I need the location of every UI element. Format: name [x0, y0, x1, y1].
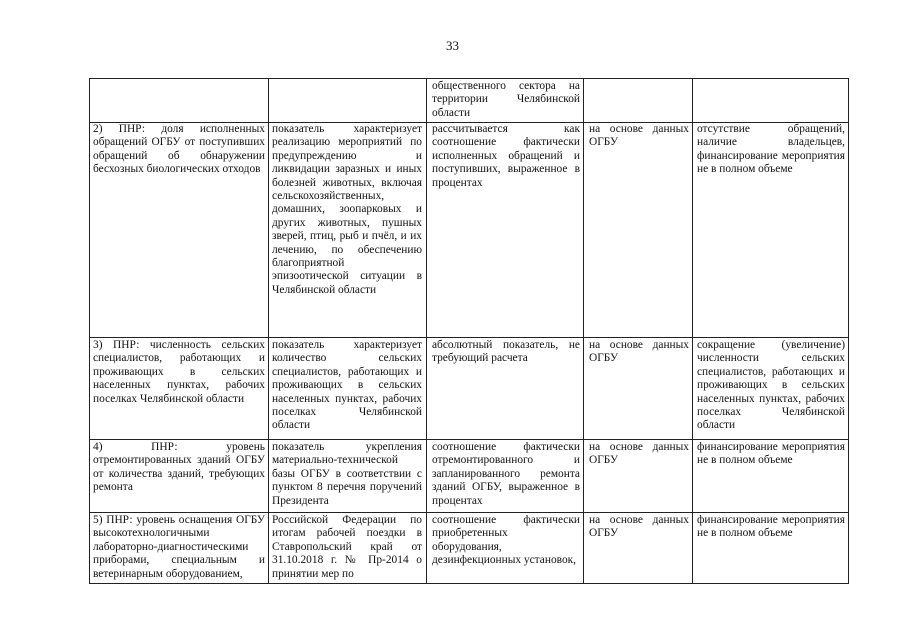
- table-border-bottom: [89, 583, 849, 584]
- table-cell: показатель характеризует количество сельских специалистов, работающих и проживающих в сельских населенных пунктах, рабочих поселках Челябинской области: [272, 339, 422, 432]
- table-cell: на основе данных ОГБУ: [589, 514, 689, 540]
- table-cell: Российской Федерации по итогам рабочей поездки в Ставропольский край от 31.10.2018 г. № Пр-2014 о принятии мер по: [272, 514, 422, 580]
- table-cell: на основе данных ОГБУ: [589, 339, 689, 365]
- row-divider: [89, 439, 849, 440]
- table-cell: 4) ПНР: уровень отремонтированных зданий ОГБУ от количества зданий, требующих ремонта: [93, 441, 265, 494]
- table-cell: на основе данных ОГБУ: [589, 123, 689, 149]
- table-cell: сокращение (увеличение) численности сельских специалистов, работающих и проживающих в сельских населенных пунктах, рабочих поселках Челябинской области: [697, 339, 845, 432]
- table-cell: соотношение фактически отремонтированного и запланированного ремонта зданий ОГБУ, выраженное в процентах: [432, 441, 580, 507]
- table-cell: показатель характеризует реализацию мероприятий по предупреждению и ликвидации заразных и иных болезней животных, включая сельскохозяйственных, домашних, зоопарковых и других животных, пушных зверей, птиц, рыб и пчёл, и их лечению, по обеспечению благоприятной эпизоотической ситуации в Челябинской области: [272, 123, 422, 296]
- table-cell: 5) ПНР: уровень оснащения ОГБУ высокотехнологичными лабораторно-диагностическими приборами, специальным и ветеринарным оборудованием,: [93, 514, 265, 580]
- column-divider: [426, 78, 427, 584]
- table-cell: показатель укрепления материально-технической базы ОГБУ в соответствии с пунктом 8 перечня поручений Президента: [272, 441, 422, 507]
- table-border-right: [848, 78, 849, 584]
- table-cell: 3) ПНР: численность сельских специалистов, работающих и проживающих в сельских населенных пунктах, рабочих поселках Челябинской области: [93, 339, 265, 405]
- table-border-left: [89, 78, 90, 584]
- table-cell: общественного сектора на территории Челябинской области: [432, 80, 580, 119]
- column-divider: [692, 78, 693, 584]
- page-number: 33: [446, 38, 459, 53]
- table-cell: на основе данных ОГБУ: [589, 441, 689, 467]
- table-cell: рассчитывается как соотношение фактически исполненных обращений и поступивших, выраженное в процентах: [432, 123, 580, 189]
- row-divider: [89, 512, 849, 513]
- indicators-table: [89, 78, 849, 584]
- column-divider: [583, 78, 584, 584]
- table-cell: отсутствие обращений, наличие владельцев, финансирование мероприятия не в полном объеме: [697, 123, 845, 176]
- table-cell: абсолютный показатель, не требующий расчета: [432, 339, 580, 365]
- table-cell: финансирование мероприятия не в полном объеме: [697, 441, 845, 467]
- row-divider: [89, 337, 849, 338]
- column-divider: [268, 78, 269, 584]
- table-cell: финансирование мероприятия не в полном объеме: [697, 514, 845, 540]
- table-cell: соотношение фактически приобретенных оборудования, дезинфекционных установок,: [432, 514, 580, 567]
- table-cell: 2) ПНР: доля исполненных обращений ОГБУ от поступивших обращений об обнаружении бесхозных биологических отходов: [93, 123, 265, 176]
- table-border-top: [89, 78, 849, 79]
